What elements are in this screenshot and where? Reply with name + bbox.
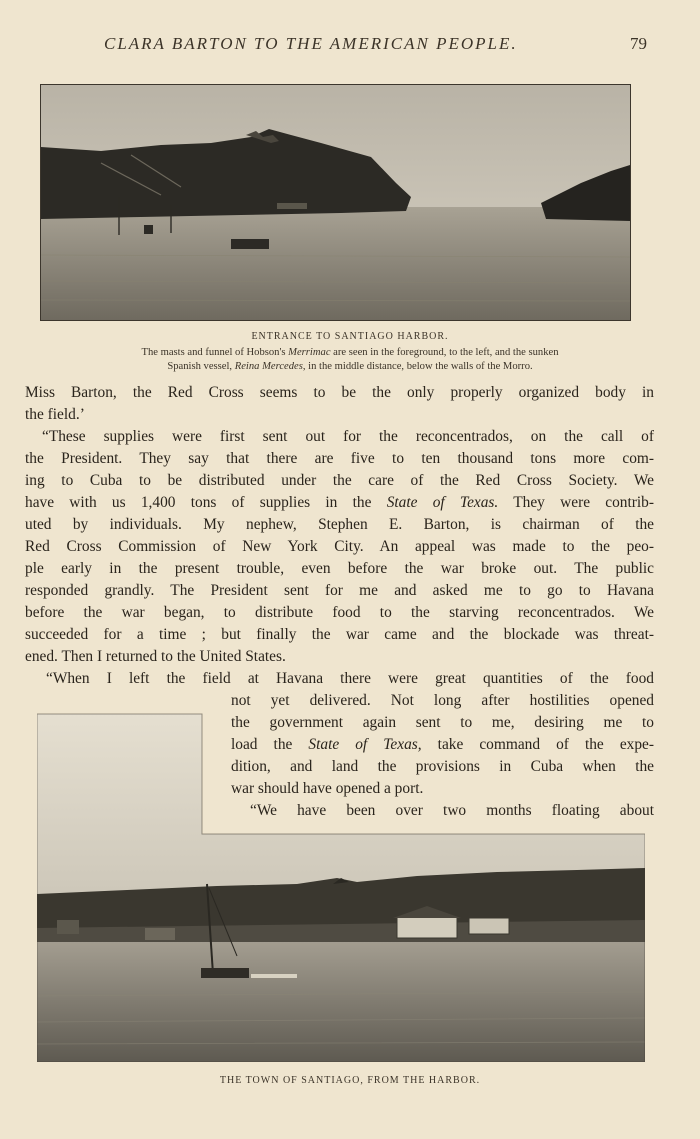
body-line-10: responded grandly. The President sent for me and asked me to go to Havana [25,582,654,599]
body-line-5: ing to Cuba to be distributed under the care of the Red Cross Society. We [25,472,654,489]
page-number: 79 [630,34,647,53]
body-line-11: before the war began, to distribute food to the starving reconcentrados. We [25,604,654,621]
body-line-1: Miss Barton, the Red Cross seems to be the only properly organized body in [25,384,654,401]
body-line-2: the field.’ [25,406,85,423]
figure2-title: THE TOWN OF SANTIAGO, FROM THE HARBOR. [219,1075,481,1086]
caption-line1-a: The masts and funnel of Hobson's [141,347,289,358]
body-line-8: Red Cross Commission of New York City. An appeal was made to the peo- [25,538,654,555]
body-line-20: “We have been over two months floating about [250,802,654,819]
body-line-6-italic: State of Texas. [386,494,499,511]
body-line-18: dition, and land the provisions in Cuba when the [231,758,654,775]
body-line-16: the government again sent to me, desiring me to [231,714,654,731]
harbor-entrance-photo [40,84,631,321]
body-line-9: ple early in the present trouble, even before the war broke out. The public [25,560,654,577]
body-line-12: succeeded for a time ; but finally the war came and the blockade was threat- [25,626,654,643]
caption-line1-italic: Merrimac [288,347,331,358]
body-line-6 [25,492,654,514]
body-line-6-a: have with us 1,400 tons of supplies in the [25,494,387,511]
body-line-7: uted by individuals. My nephew, Stephen E. Barton, is chairman of the [25,516,654,533]
body-line-4: the President. They say that there are five to ten thousand tons more com- [25,450,654,467]
body-line-15: not yet delivered. Not long after hostilities opened [231,692,654,709]
caption-line2-b: , in the middle distance, below the walls of the Morro. [302,361,533,372]
caption-line2-a: Spanish vessel, [167,361,235,372]
figure1-title: ENTRANCE TO SANTIAGO HARBOR. [251,331,449,342]
body-line-3: “These supplies were first sent out for the reconcentrados, on the call of [42,428,654,445]
figure1-caption [22,346,678,374]
body-line-14: “When I left the field at Havana there were great quantities of the food [46,670,654,687]
body-line-6-b: They were contrib- [498,494,654,511]
body-line-17-b: take command of the expe- [421,736,654,753]
running-title: CLARA BARTON TO THE AMERICAN PEOPLE. [104,34,518,53]
body-line-13: ened. Then I returned to the United States. [25,648,286,665]
caption-line1-b: are seen in the foreground, to the left, and the sunken [330,347,559,358]
caption-line2-italic: Reina Mercedes [234,361,303,372]
body-line-17-a: load the [231,736,309,753]
body-line-19: war should have opened a port. [231,780,424,797]
santiago-town-photo [37,706,645,1062]
body-line-17-italic: State of Texas, [308,736,422,753]
running-head [0,34,700,58]
